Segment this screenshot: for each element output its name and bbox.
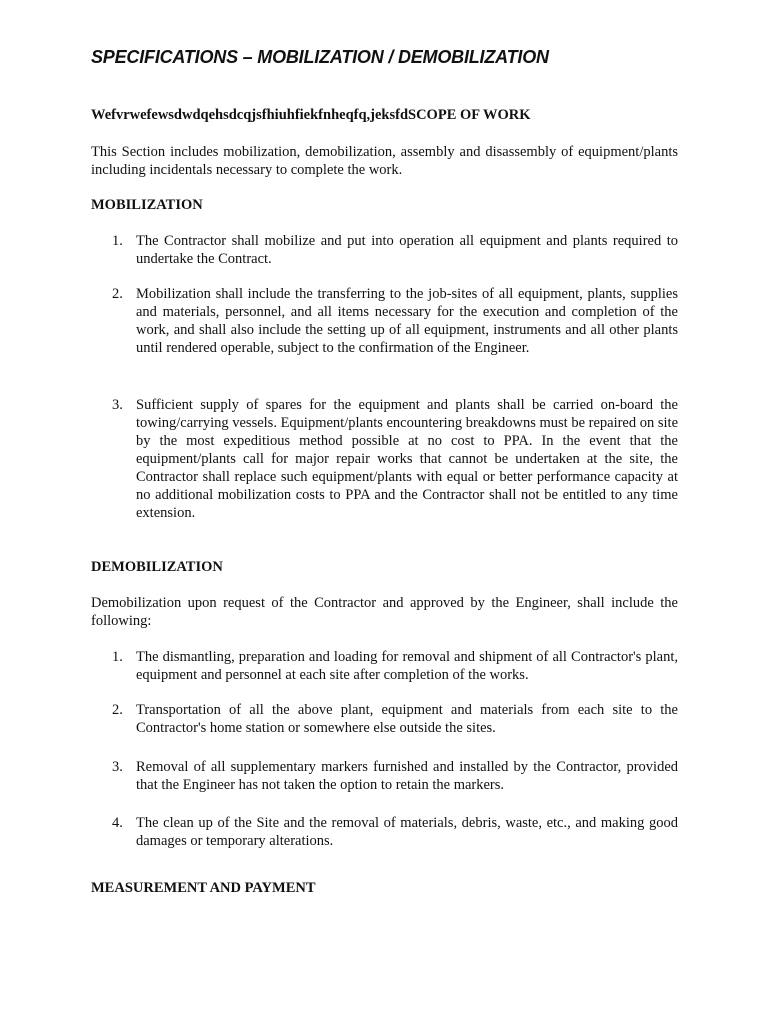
list-item-number: 3.: [112, 759, 123, 775]
demobilization-heading: DEMOBILIZATION: [91, 559, 223, 575]
list-item-number: 2.: [112, 702, 123, 718]
list-item: [91, 232, 678, 268]
list-item-number: 2.: [112, 286, 123, 302]
list-item: [91, 814, 678, 850]
measurement-heading: MEASUREMENT AND PAYMENT: [91, 880, 316, 896]
list-item-text: Transportation of all the above plant, equipment and materials from each site to the Contractor's home station or somewhere else outside the sites.: [136, 702, 678, 736]
list-item-text: The clean up of the Site and the removal of materials, debris, waste, etc., and making good damages or temporary alterations.: [136, 815, 678, 849]
list-item-number: 1.: [112, 233, 123, 249]
list-item-number: 3.: [112, 397, 123, 413]
list-item-number: 1.: [112, 649, 123, 665]
list-item: [91, 396, 678, 522]
document-title: SPECIFICATIONS – MOBILIZATION / DEMOBILIZATION: [91, 47, 549, 67]
list-item-text: The Contractor shall mobilize and put into operation all equipment and plants required to undertake the Contract.: [136, 233, 678, 267]
list-item: [91, 758, 678, 794]
list-item-text: Mobilization shall include the transferring to the job-sites of all equipment, plants, supplies and materials, personnel, and all items necessary for the execution and completion of the work, and shall also include the setting up of all equipment, instruments and all other plants until rendered operable, subject to the confirmation of the Engineer.: [136, 286, 678, 356]
list-item-text: The dismantling, preparation and loading for removal and shipment of all Contractor's plant, equipment and personnel at each site after completion of the works.: [136, 649, 678, 683]
scope-paragraph: This Section includes mobilization, demobilization, assembly and disassembly of equipment/plants including incidentals necessary to complete the work.: [91, 144, 678, 178]
list-item-text: Sufficient supply of spares for the equipment and plants shall be carried on-board the towing/carrying vessels. Equipment/plants encountering breakdowns must be repaired on site by the most expeditious method possible at no cost to PPA. In the event that the equipment/plants call for major repair works that cannot be undertaken at the site, the Contractor shall replace such equipment/plants with equal or better performance capacity at no additional mobilization costs to PPA and the Contractor shall not be entitled to any time extension.: [136, 397, 679, 521]
list-item-text: Removal of all supplementary markers furnished and installed by the Contractor, provided that the Engineer has not taken the option to retain the markers.: [136, 759, 678, 793]
list-item: [91, 701, 678, 737]
scope-heading: Wefvrwefewsdwdqehsdcqjsfhiuhfiekfnheqfq,jeksfdSCOPE OF WORK: [91, 107, 531, 123]
mobilization-heading: MOBILIZATION: [91, 197, 203, 213]
list-item: [91, 648, 678, 684]
demobilization-intro: Demobilization upon request of the Contractor and approved by the Engineer, shall include the following:: [91, 595, 678, 629]
list-item: [91, 285, 678, 357]
list-item-number: 4.: [112, 815, 123, 831]
